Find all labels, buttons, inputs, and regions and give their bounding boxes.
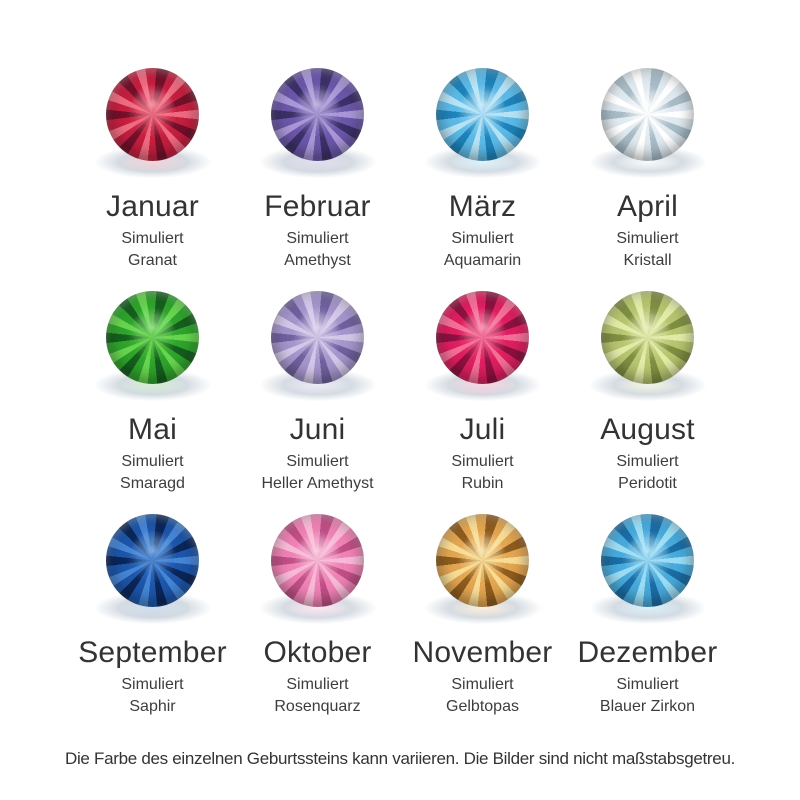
stone-cell-juli [400, 291, 565, 514]
stone-cell-januar [70, 68, 235, 291]
stone-name: Kristall [623, 252, 672, 269]
simulated-label: Simuliert [451, 230, 514, 247]
month-label: Juli [459, 413, 506, 446]
month-label: November [412, 636, 553, 669]
stone-name: Aquamarin [443, 252, 522, 269]
simulated-label: Simuliert [616, 230, 679, 247]
gem-image-rubin [436, 291, 529, 384]
stone-name: Blauer Zirkon [599, 698, 696, 715]
month-label: September [78, 636, 227, 669]
month-label: April [616, 190, 678, 223]
simulated-label: Simuliert [451, 453, 514, 470]
stone-name: Rubin [461, 475, 504, 492]
stone-name: Heller Amethyst [261, 475, 374, 492]
gem-photo [93, 68, 213, 180]
gem-image-blauer-zirkon [601, 514, 694, 607]
gem-photo [423, 68, 543, 180]
gem-image-aquamarin [436, 68, 529, 161]
gem-image-smaragd [106, 291, 199, 384]
gem-image-kristall [601, 68, 694, 161]
gem-photo [258, 514, 378, 626]
gem-image-amethyst [271, 68, 364, 161]
stone-name: Saphir [129, 698, 176, 715]
gem-photo [588, 68, 708, 180]
gem-photo [588, 514, 708, 626]
month-label: Juni [289, 413, 346, 446]
simulated-label: Simuliert [121, 230, 184, 247]
gem-image-heller-amethyst [271, 291, 364, 384]
gem-photo [423, 514, 543, 626]
simulated-label: Simuliert [286, 676, 349, 693]
stone-cell-mai [70, 291, 235, 514]
month-label: Oktober [263, 636, 372, 669]
gem-image-rosenquarz [271, 514, 364, 607]
stone-cell-oktober [235, 514, 400, 737]
gem-photo [423, 291, 543, 403]
stone-name: Gelbtopas [446, 698, 519, 715]
gem-photo [258, 291, 378, 403]
stone-name: Peridotit [618, 475, 677, 492]
stone-name: Rosenquarz [274, 698, 361, 715]
stone-cell-november [400, 514, 565, 737]
stone-cell-maerz [400, 68, 565, 291]
gem-image-peridotit [601, 291, 694, 384]
gem-photo [93, 514, 213, 626]
simulated-label: Simuliert [121, 453, 184, 470]
stone-cell-august [565, 291, 730, 514]
gem-image-gelbtopas [436, 514, 529, 607]
simulated-label: Simuliert [616, 676, 679, 693]
month-label: Februar [264, 190, 371, 223]
month-label: Januar [106, 190, 199, 223]
gem-photo [258, 68, 378, 180]
gem-image-saphir [106, 514, 199, 607]
gem-photo [93, 291, 213, 403]
gem-photo [588, 291, 708, 403]
stone-name: Granat [128, 252, 177, 269]
stone-cell-dezember [565, 514, 730, 737]
stone-cell-september [70, 514, 235, 737]
simulated-label: Simuliert [286, 453, 349, 470]
simulated-label: Simuliert [286, 230, 349, 247]
stone-cell-april [565, 68, 730, 291]
stone-cell-juni [235, 291, 400, 514]
month-label: März [448, 190, 517, 223]
month-label: August [600, 413, 695, 446]
stone-cell-februar [235, 68, 400, 291]
simulated-label: Simuliert [451, 676, 514, 693]
stone-name: Smaragd [120, 475, 185, 492]
disclaimer-text: Die Farbe des einzelnen Geburtssteins kann variieren. Die Bilder sind nicht maßstabsgetreu. [64, 749, 736, 768]
month-label: Dezember [577, 636, 718, 669]
gem-image-granat [106, 68, 199, 161]
stone-name: Amethyst [284, 252, 351, 269]
month-label: Mai [128, 413, 177, 446]
simulated-label: Simuliert [121, 676, 184, 693]
simulated-label: Simuliert [616, 453, 679, 470]
